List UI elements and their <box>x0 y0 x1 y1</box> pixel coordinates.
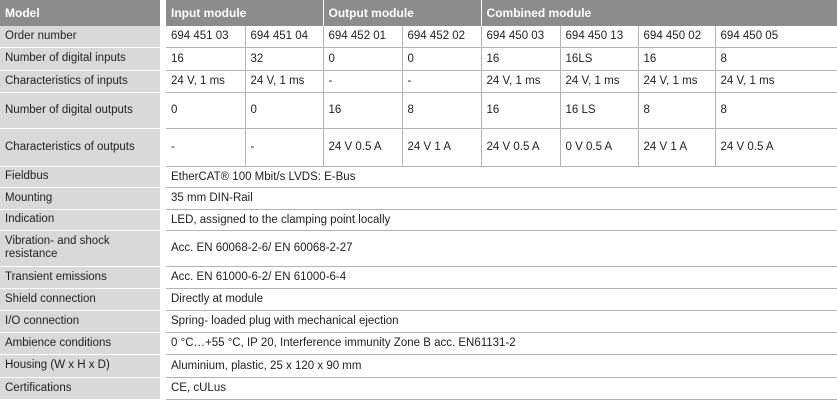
cell-order-number: 694 450 13 <box>560 26 638 47</box>
label-ambience: Ambience conditions <box>0 332 160 354</box>
cell-char-outputs: 24 V 1 A <box>402 128 481 166</box>
cell-char-outputs: - <box>245 128 323 166</box>
row-certifications <box>0 377 837 399</box>
cell-digital-outputs: 16 LS <box>560 92 638 128</box>
header-input-module: Input module <box>166 0 323 26</box>
cell-char-inputs: 24 V, 1 ms <box>715 70 837 92</box>
cell-digital-outputs: 16 <box>323 92 402 128</box>
label-io-connection: I/O connection <box>0 310 160 332</box>
row-char-outputs <box>0 128 837 166</box>
cell-digital-outputs: 8 <box>638 92 715 128</box>
cell-digital-outputs: 16 <box>481 92 560 128</box>
row-indication <box>0 209 837 230</box>
label-mounting: Mounting <box>0 187 160 209</box>
cell-char-inputs: - <box>323 70 402 92</box>
cell-digital-inputs: 16 <box>481 47 560 70</box>
header-model: Model <box>0 0 160 26</box>
row-order-number <box>0 26 837 47</box>
value-ambience: 0 °C…+55 °C, IP 20, Interference immunity Zone B acc. EN61131-2 <box>166 332 837 354</box>
cell-order-number: 694 452 02 <box>402 26 481 47</box>
cell-char-inputs: 24 V, 1 ms <box>166 70 245 92</box>
cell-char-outputs: 24 V 0.5 A <box>481 128 560 166</box>
value-io-connection: Spring- loaded plug with mechanical ejection <box>166 310 837 332</box>
header-combined-module: Combined module <box>481 0 837 26</box>
cell-char-outputs: 24 V 0.5 A <box>715 128 837 166</box>
cell-char-inputs: 24 V, 1 ms <box>560 70 638 92</box>
cell-order-number: 694 450 03 <box>481 26 560 47</box>
value-housing: Aluminium, plastic, 25 x 120 x 90 mm <box>166 354 837 377</box>
label-digital-inputs: Number of digital inputs <box>0 47 160 70</box>
cell-digital-inputs: 0 <box>323 47 402 70</box>
row-transient <box>0 266 837 288</box>
cell-digital-inputs: 16 <box>166 47 245 70</box>
cell-order-number: 694 452 01 <box>323 26 402 47</box>
header-row <box>0 0 837 26</box>
row-digital-inputs <box>0 47 837 70</box>
cell-order-number: 694 451 04 <box>245 26 323 47</box>
row-digital-outputs <box>0 92 837 128</box>
cell-digital-inputs: 32 <box>245 47 323 70</box>
label-fieldbus: Fieldbus <box>0 166 160 187</box>
label-digital-outputs: Number of digital outputs <box>0 92 160 128</box>
cell-order-number: 694 451 03 <box>166 26 245 47</box>
cell-char-inputs: 24 V, 1 ms <box>638 70 715 92</box>
cell-char-inputs: 24 V, 1 ms <box>245 70 323 92</box>
row-housing <box>0 354 837 377</box>
cell-char-outputs: 0 V 0.5 A <box>560 128 638 166</box>
header-output-module: Output module <box>323 0 481 26</box>
label-vibration: Vibration- and shock resistance <box>0 230 160 266</box>
label-order-number: Order number <box>0 26 160 47</box>
row-char-inputs <box>0 70 837 92</box>
cell-char-outputs: 24 V 1 A <box>638 128 715 166</box>
label-housing: Housing (W x H x D) <box>0 354 160 377</box>
cell-order-number: 694 450 02 <box>638 26 715 47</box>
row-io-connection <box>0 310 837 332</box>
cell-char-outputs: - <box>166 128 245 166</box>
value-indication: LED, assigned to the clamping point locally <box>166 209 837 230</box>
label-transient: Transient emissions <box>0 266 160 288</box>
cell-char-outputs: 24 V 0.5 A <box>323 128 402 166</box>
row-fieldbus <box>0 166 837 187</box>
value-certifications: CE, cULus <box>166 377 837 399</box>
row-shield <box>0 288 837 310</box>
value-transient: Acc. EN 61000-6-2/ EN 61000-6-4 <box>166 266 837 288</box>
cell-digital-inputs: 16 <box>638 47 715 70</box>
row-ambience <box>0 332 837 354</box>
cell-char-inputs: - <box>402 70 481 92</box>
value-fieldbus: EtherCAT® 100 Mbit/s LVDS: E-Bus <box>166 166 837 187</box>
cell-digital-outputs: 0 <box>245 92 323 128</box>
label-certifications: Certifications <box>0 377 160 399</box>
value-vibration: Acc. EN 60068-2-6/ EN 60068-2-27 <box>166 230 837 266</box>
row-vibration <box>0 230 837 266</box>
cell-order-number: 694 450 05 <box>715 26 837 47</box>
row-mounting <box>0 187 837 209</box>
label-shield: Shield connection <box>0 288 160 310</box>
label-indication: Indication <box>0 209 160 230</box>
label-char-inputs: Characteristics of inputs <box>0 70 160 92</box>
cell-digital-outputs: 8 <box>402 92 481 128</box>
label-char-outputs: Characteristics of outputs <box>0 128 160 166</box>
value-mounting: 35 mm DIN-Rail <box>166 187 837 209</box>
cell-digital-inputs: 0 <box>402 47 481 70</box>
cell-digital-inputs: 16LS <box>560 47 638 70</box>
cell-digital-outputs: 8 <box>715 92 837 128</box>
cell-digital-inputs: 8 <box>715 47 837 70</box>
value-shield: Directly at module <box>166 288 837 310</box>
cell-digital-outputs: 0 <box>166 92 245 128</box>
cell-char-inputs: 24 V, 1 ms <box>481 70 560 92</box>
